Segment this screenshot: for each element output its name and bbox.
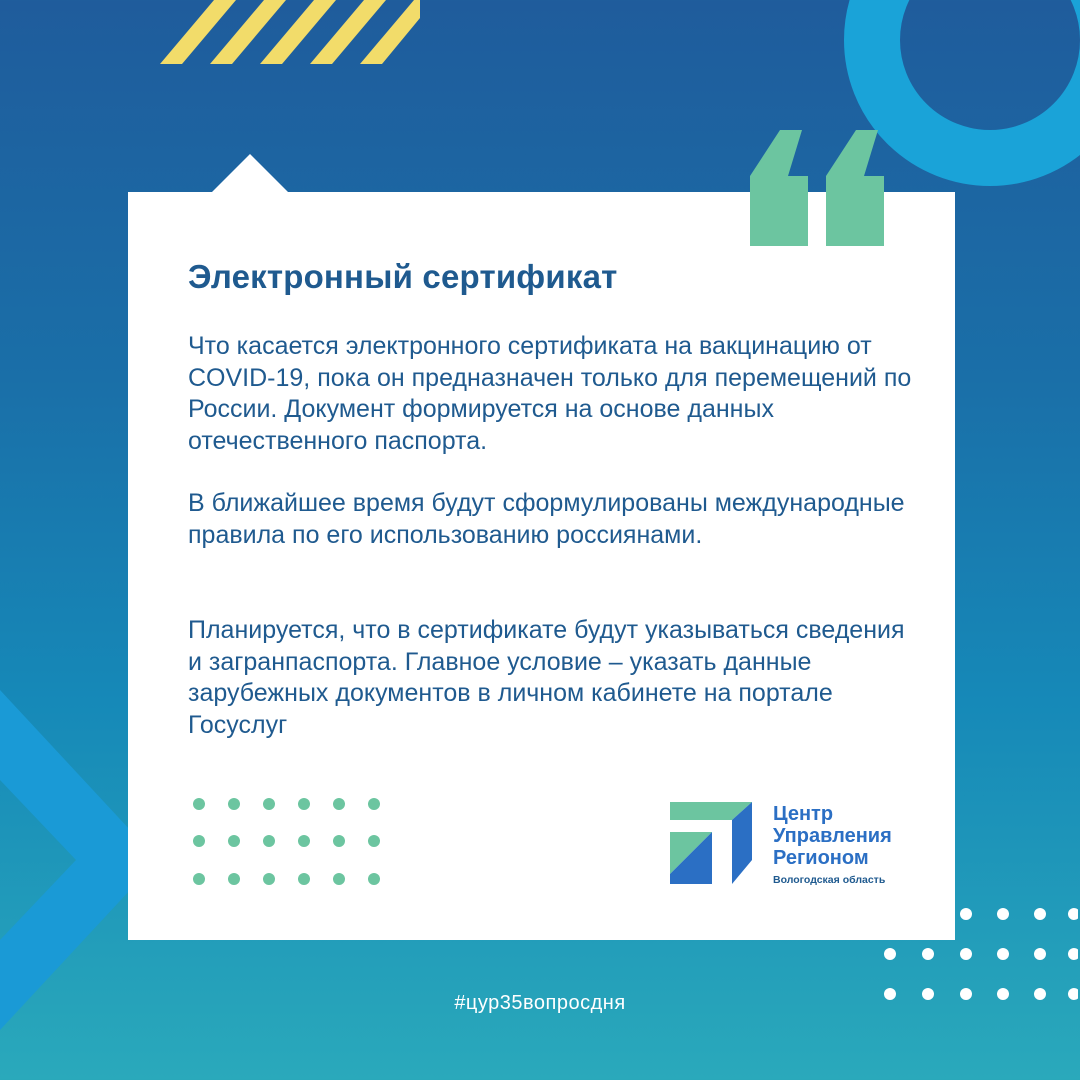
card-notch xyxy=(210,154,290,194)
quote-icon xyxy=(750,130,890,246)
paragraph-2: В ближайшее время будут сформулированы международные правила по его использованию россиянами. xyxy=(188,489,905,549)
paragraph-3: Планируется, что в сертификате будут указываться сведения и загранпаспорта. Главное условие – указать данные зарубежных документов в личном кабинете на портале Госуслуг xyxy=(188,616,905,739)
cur-logo-icon xyxy=(668,798,758,886)
logo-subtitle: Вологодская область xyxy=(773,874,886,886)
yellow-stripes-decoration xyxy=(160,0,420,64)
hashtag: #цур35вопросдня xyxy=(454,992,626,1014)
logo-line-3: Регионом xyxy=(773,847,869,869)
logo-line-1: Центр xyxy=(773,803,834,825)
logo-line-2: Управления xyxy=(773,825,892,847)
logo-text xyxy=(773,803,892,886)
green-dots-decoration xyxy=(190,795,390,890)
paragraph-1: Что касается электронного сертификата на вакцинацию от COVID-19, пока он предназначен только для перемещений по России. Документ формируется на основе данных отечественного паспорта. xyxy=(188,332,912,455)
card-title: Электронный сертификат xyxy=(188,258,618,295)
